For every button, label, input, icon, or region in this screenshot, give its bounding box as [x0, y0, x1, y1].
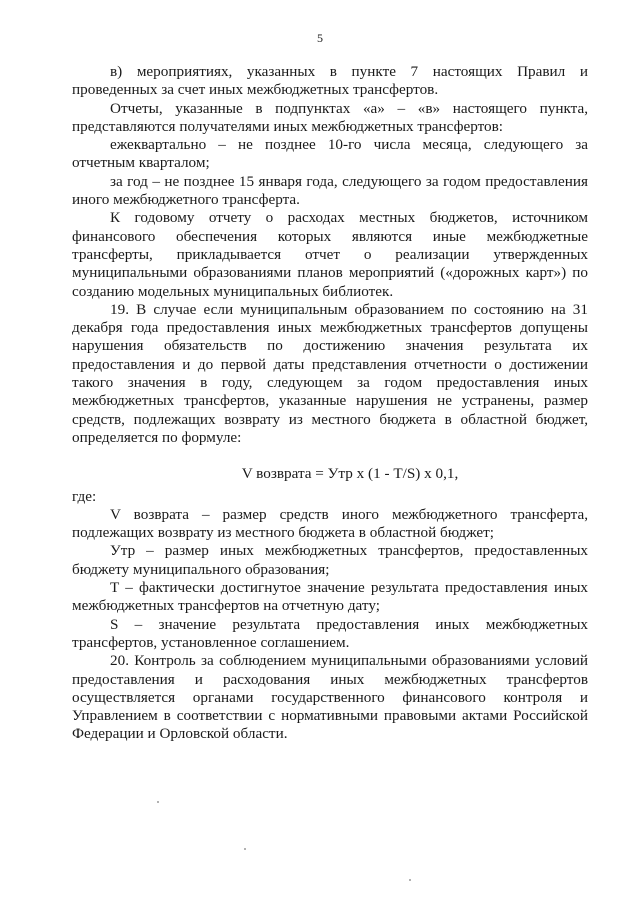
scan-speck: [157, 801, 159, 803]
page-number: 5: [317, 31, 323, 45]
paragraph-measures: в) мероприятиях, указанных в пункте 7 настоящих Правил и проведенных за счет иных межбюджетных трансфертов.: [72, 63, 588, 99]
paragraph-clause-20: 20. Контроль за соблюдением муниципальными образованиями условий предоставления и расходования иных межбюджетных трансфертов осуществляется органами государственного финансового контроля и Управлением в соответствии с нормативными правовыми актами Российской Федерации и Орловской области.: [72, 652, 588, 743]
paragraph-quarterly: ежеквартально – не позднее 10-го числа месяца, следующего за отчетным кварталом;: [72, 136, 588, 172]
definition-utr: Утр – размер иных межбюджетных трансфертов, предоставленных бюджету муниципального образования;: [72, 542, 588, 578]
refund-formula: V возврата = Утр х (1 - T/S) х 0,1,: [241, 465, 459, 483]
paragraph-annual-report: К годовому отчету о расходах местных бюджетов, источником финансового обеспечения которых являются иные межбюджетные трансферты, прикладывается отчет о реализации утвержденных муниципальными образованиями планов мероприятий («дорожных карт») по созданию модельных муниципальных библиотек.: [72, 209, 588, 300]
definition-s: S – значение результата предоставления иных межбюджетных трансфертов, установленное соглашением.: [72, 615, 588, 651]
document-body: [72, 63, 588, 744]
definition-t: T – фактически достигнутое значение результата предоставления иных межбюджетных трансфертов на отчетную дату;: [72, 579, 588, 615]
definition-v-refund: V возврата – размер средств иного межбюджетного трансферта, подлежащих возврату из местного бюджета в областной бюджет;: [72, 505, 588, 542]
formula-where-label: где:: [72, 487, 97, 505]
scan-speck: [244, 848, 246, 850]
paragraph-annual: за год – не позднее 15 января года, следующего за годом предоставления иного межбюджетного трансферта.: [72, 172, 588, 209]
paragraph-reports: Отчеты, указанные в подпунктах «а» – «в» настоящего пункта, представляются получателями иных межбюджетных трансфертов:: [72, 99, 588, 135]
scan-speck: [409, 879, 411, 881]
paragraph-clause-19: 19. В случае если муниципальным образованием по состоянию на 31 декабря года предоставления иных межбюджетных трансфертов допущены нарушения обязательств по достижению значения результата их предоставления и до первой даты представления отчетности о достижении такого значения в году, следующем за годом предоставления иных межбюджетных трансфертов, указанные нарушения не устранены, размер средств, подлежащих возврату из местного бюджета в областной бюджет, определяется по формуле:: [72, 300, 588, 446]
